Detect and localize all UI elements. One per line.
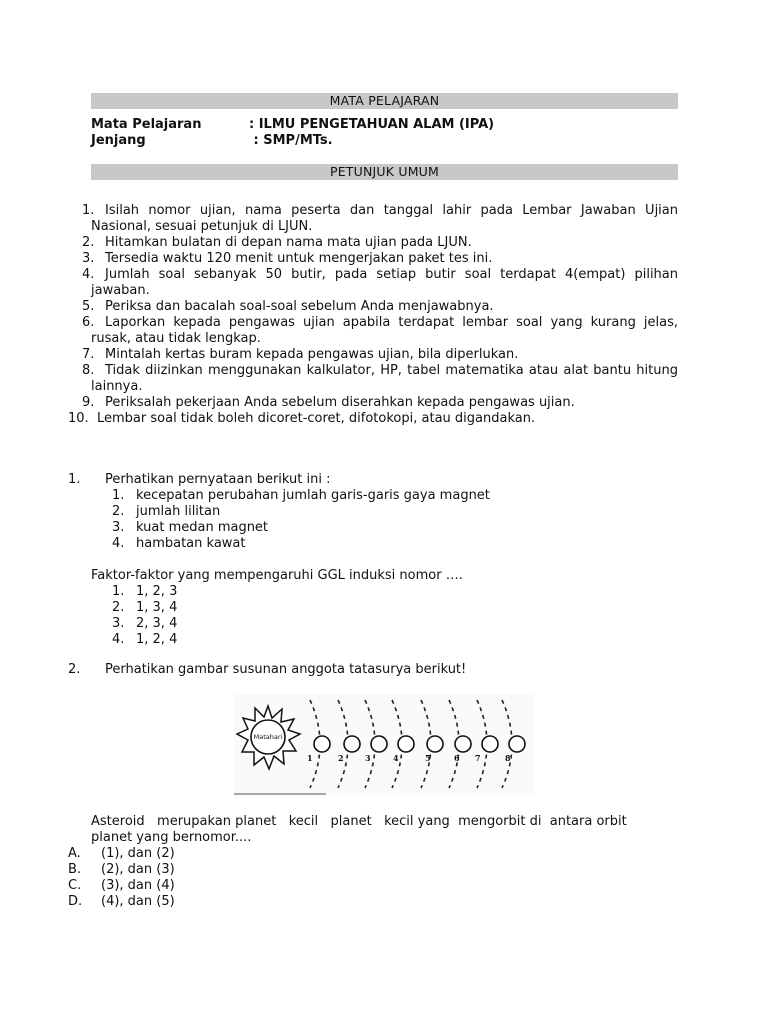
answer-option[interactable]: [68, 878, 175, 894]
option-text: (4), dan (5): [101, 894, 175, 909]
subject-value: : ILMU PENGETAHUAN ALAM (IPA): [249, 117, 495, 132]
planet-8: [509, 736, 525, 752]
planet-3: [371, 736, 387, 752]
header-bar: MATA PELAJARAN: [91, 93, 678, 109]
answer-option[interactable]: [112, 584, 177, 600]
planet-2: [344, 736, 360, 752]
statement-number: 3.: [112, 520, 125, 535]
option-text: 2, 3, 4: [136, 616, 178, 631]
instruction-number: 10.: [68, 411, 89, 426]
instruction-text: Lembar soal tidak boleh dicoret-coret, difotokopi, atau digandakan.: [97, 411, 536, 426]
instruction-item: [68, 203, 678, 235]
option-text: (1), dan (2): [101, 846, 175, 861]
instruction-item: [68, 299, 678, 315]
answer-option[interactable]: [112, 616, 177, 632]
statement-item: [112, 520, 490, 536]
statement-item: [112, 504, 490, 520]
instruction-text: Periksalah pekerjaan Anda sebelum diserahkan kepada pengawas ujian.: [105, 395, 575, 410]
statement-number: 2.: [112, 504, 125, 519]
statement-number: 1.: [112, 488, 125, 503]
instruction-item: [68, 315, 678, 347]
option-text: 1, 2, 4: [136, 632, 178, 647]
instruction-item: [68, 235, 678, 251]
sun-icon: [237, 706, 300, 769]
question-2-text: Perhatikan gambar susunan anggota tatasurya berikut!: [105, 662, 467, 677]
question-1-prompt: Faktor-faktor yang mempengaruhi GGL induksi nomor ….: [91, 568, 463, 583]
statement-item: [112, 536, 490, 552]
planet-number: 8: [505, 753, 511, 763]
statement-text: kecepatan perubahan jumlah garis-garis gaya magnet: [136, 488, 490, 503]
statement-number: 4.: [112, 536, 125, 551]
instruction-item: [68, 395, 678, 411]
option-text: 1, 3, 4: [136, 600, 178, 615]
instruction-text: Jumlah soal sebanyak 50 butir, pada setiap butir soal terdapat 4(empat) pilihan jawaban.: [91, 267, 678, 298]
answer-option[interactable]: [112, 600, 177, 616]
question-1-options: [112, 584, 177, 648]
question-2-number: 2.: [68, 662, 81, 677]
level-label: Jenjang: [91, 133, 146, 148]
subject-label: Mata Pelajaran: [91, 117, 202, 132]
option-letter: C.: [68, 878, 82, 893]
planet-number: 2: [338, 753, 344, 763]
planet-number: 5: [425, 753, 431, 763]
instruction-number: 4.: [82, 267, 95, 282]
option-number: 1.: [112, 584, 125, 599]
instruction-text: Tidak diizinkan menggunakan kalkulator, HP, tabel matematika atau alat bantu hitung lainnya.: [91, 363, 678, 394]
instruction-number: 8.: [82, 363, 95, 378]
instruction-item: [68, 347, 678, 363]
answer-option[interactable]: [68, 894, 175, 910]
question-2-prompt-line2: planet yang bernomor....: [91, 830, 252, 845]
instruction-item: [68, 363, 678, 395]
instruction-number: 9.: [82, 395, 95, 410]
statement-item: [112, 488, 490, 504]
statement-text: kuat medan magnet: [136, 520, 269, 535]
statement-text: hambatan kawat: [136, 536, 246, 551]
option-number: 2.: [112, 600, 125, 615]
planet-1: [314, 736, 330, 752]
solar-system-diagram: [234, 694, 534, 796]
option-text: (3), dan (4): [101, 878, 175, 893]
solar-system-figure: [234, 694, 534, 796]
planet-number: 1: [307, 753, 313, 763]
question-2-prompt-line1: Asteroid merupakan planet kecil planet kecil yang mengorbit di antara orbit: [91, 814, 627, 829]
question-1-statements: [112, 488, 490, 552]
answer-option[interactable]: [68, 846, 175, 862]
statement-text: jumlah lilitan: [136, 504, 221, 519]
planet-number: 6: [454, 753, 460, 763]
option-text: 1, 2, 3: [136, 584, 178, 599]
subject-row: [91, 117, 494, 133]
planet-numbers: [307, 753, 511, 763]
question-1-number: 1.: [68, 472, 81, 487]
instruction-number: 5.: [82, 299, 95, 314]
instruction-text: Periksa dan bacalah soal-soal sebelum Anda menjawabnya.: [105, 299, 494, 314]
option-number: 3.: [112, 616, 125, 631]
planet-7: [482, 736, 498, 752]
instruction-number: 1.: [82, 203, 95, 218]
instructions-bar: PETUNJUK UMUM: [91, 164, 678, 180]
level-row: [91, 133, 333, 149]
instruction-text: Tersedia waktu 120 menit untuk mengerjakan paket tes ini.: [105, 251, 493, 266]
planet-number: 3: [365, 753, 371, 763]
answer-option[interactable]: [112, 632, 177, 648]
instruction-text: Laporkan kepada pengawas ujian apabila terdapat lembar soal yang kurang jelas, rusak, atau tidak lengkap.: [91, 315, 678, 346]
instruction-number: 2.: [82, 235, 95, 250]
question-2-options: [68, 846, 175, 910]
option-letter: B.: [68, 862, 82, 877]
instructions-list: [68, 203, 678, 427]
instruction-text: Hitamkan bulatan di depan nama mata ujian pada LJUN.: [105, 235, 472, 250]
option-text: (2), dan (3): [101, 862, 175, 877]
instruction-item: [68, 411, 678, 427]
planet-5: [427, 736, 443, 752]
planet-6: [455, 736, 471, 752]
sun-label: Matahari: [253, 733, 283, 741]
planet-number: 4: [393, 753, 399, 763]
option-number: 4.: [112, 632, 125, 647]
instruction-item: [68, 267, 678, 299]
instruction-number: 3.: [82, 251, 95, 266]
instruction-item: [68, 251, 678, 267]
instruction-number: 7.: [82, 347, 95, 362]
answer-option[interactable]: [68, 862, 175, 878]
question-1-text: Perhatikan pernyataan berikut ini :: [105, 472, 331, 487]
instruction-text: Isilah nomor ujian, nama peserta dan tanggal lahir pada Lembar Jawaban Ujian Nasional, sesuai petunjuk di LJUN.: [91, 203, 678, 234]
planets: [314, 736, 525, 752]
instruction-text: Mintalah kertas buram kepada pengawas ujian, bila diperlukan.: [105, 347, 519, 362]
instruction-number: 6.: [82, 315, 95, 330]
planet-number: 7: [475, 753, 481, 763]
option-letter: A.: [68, 846, 81, 861]
level-value: : SMP/MTs.: [249, 133, 333, 148]
option-letter: D.: [68, 894, 83, 909]
planet-4: [398, 736, 414, 752]
